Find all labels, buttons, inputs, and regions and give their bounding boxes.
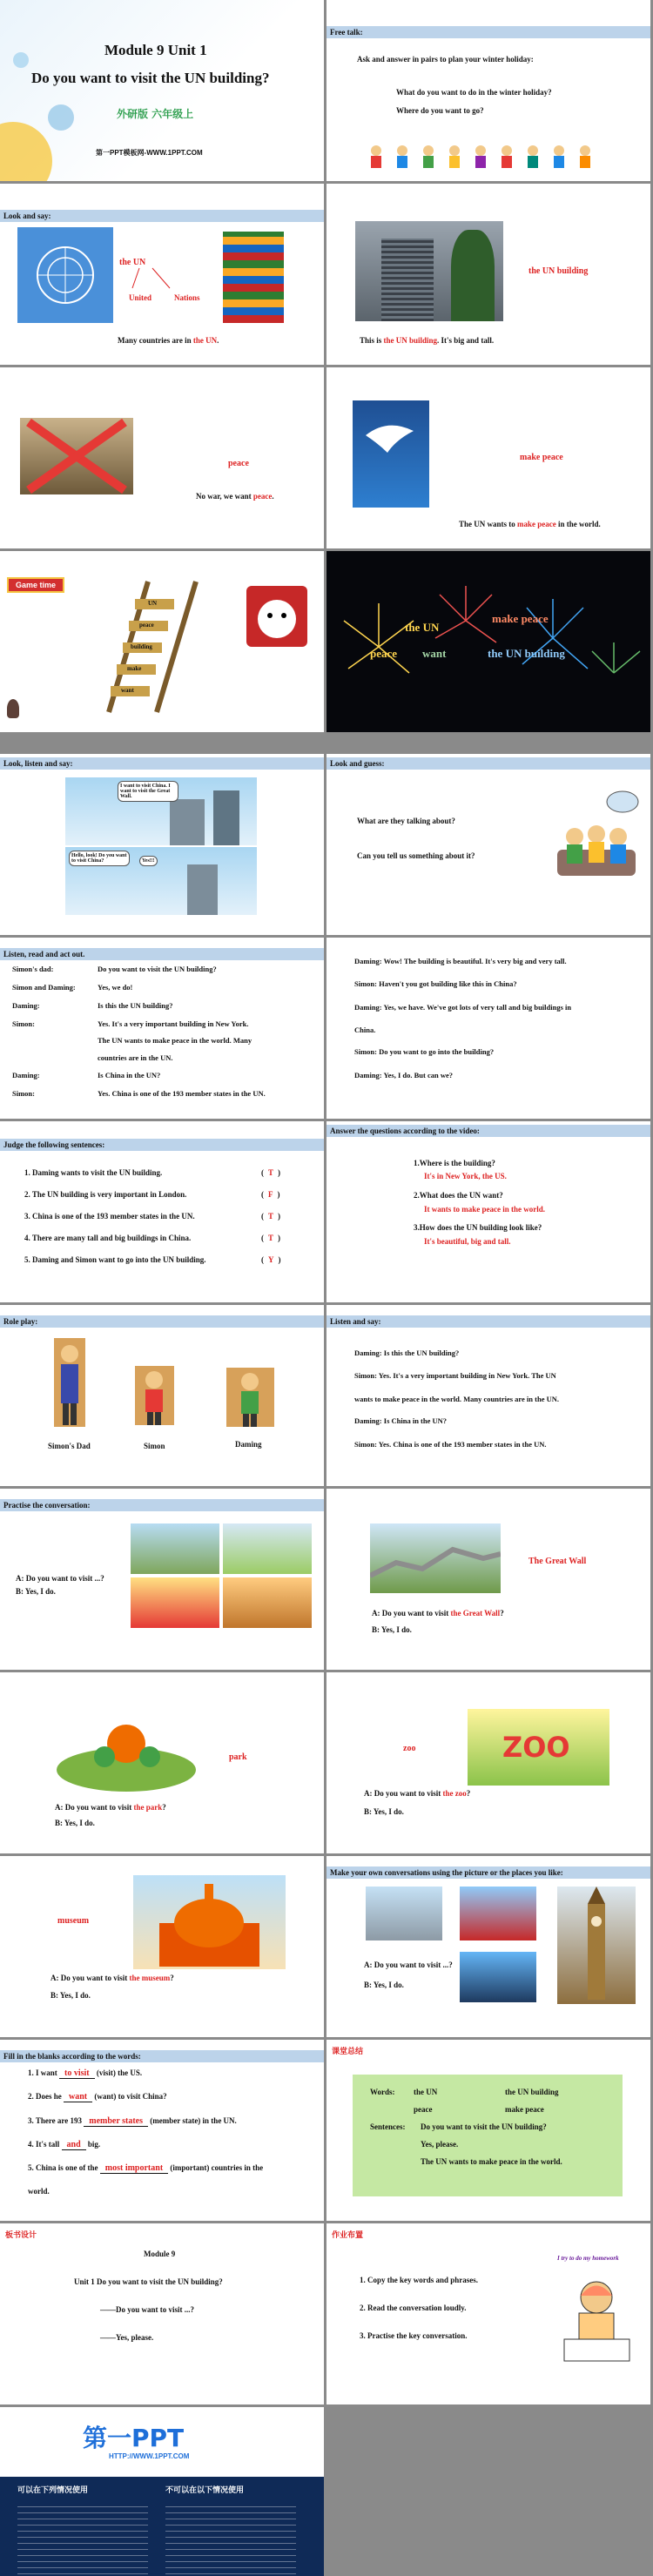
zoo-illustration bbox=[468, 1709, 609, 1786]
slide-13-judge bbox=[0, 1121, 324, 1302]
label-zoo: zoo bbox=[403, 1744, 416, 1753]
simons-dad-illustration bbox=[54, 1338, 85, 1427]
slide-16-listen-say bbox=[326, 1305, 650, 1486]
judge-item: 1. Daming wants to visit the UN building. bbox=[24, 1168, 163, 1177]
instruction: Ask and answer in pairs to plan your winter holiday: bbox=[357, 55, 534, 64]
label-make-peace: make peace bbox=[520, 453, 563, 462]
prompt-a: A: Do you want to visit the museum? bbox=[50, 1974, 174, 1982]
slide-8-fireworks bbox=[326, 551, 650, 732]
section-header: Listen, read and act out. bbox=[0, 948, 324, 960]
prompt-b: B: Yes, I do. bbox=[372, 1625, 412, 1634]
caption: This is the UN building. It's big and tall. bbox=[360, 336, 495, 345]
rung-word: make bbox=[127, 665, 142, 672]
fill-item: 4. It's tall and big. bbox=[28, 2140, 101, 2149]
board-tag: 板书设计 bbox=[5, 2230, 37, 2239]
slide-4-un-building bbox=[326, 184, 650, 365]
homework-item: 2. Read the conversation loudly. bbox=[360, 2304, 467, 2312]
great-wall-photo bbox=[370, 1523, 501, 1593]
daming-illustration bbox=[226, 1368, 274, 1427]
rung-word: building bbox=[131, 643, 152, 650]
speaker: Simon: bbox=[12, 1019, 35, 1028]
homework-tag: 作业布置 bbox=[332, 2230, 364, 2239]
speech-bubble: Yes!!! bbox=[139, 856, 158, 866]
slide-2-free-talk bbox=[326, 0, 650, 181]
fill-item: 2. Does he want (want) to visit China? bbox=[28, 2092, 167, 2102]
slide-18-great-wall bbox=[326, 1489, 650, 1670]
summary-word: peace bbox=[414, 2105, 433, 2114]
peace-poster bbox=[353, 400, 429, 508]
answer: It's in New York, the US. bbox=[424, 1172, 507, 1180]
section-header: Look, listen and say: bbox=[0, 757, 324, 770]
line: Daming: Wow! The building is beautiful. It's very big and very tall. bbox=[354, 957, 567, 965]
slide-21-museum bbox=[0, 1856, 324, 2037]
caption: The UN wants to make peace in the world. bbox=[459, 520, 601, 528]
answer: It's beautiful, big and tall. bbox=[424, 1237, 511, 1246]
svg-text:ZOO: ZOO bbox=[502, 1731, 570, 1764]
question-1: What do you want to do in the winter holiday? bbox=[396, 88, 552, 97]
slide-24-summary bbox=[326, 2040, 650, 2221]
edition-label: 外研版 六年级上 bbox=[117, 108, 194, 120]
sentences-label: Sentences: bbox=[370, 2122, 406, 2131]
character-icon bbox=[7, 699, 19, 718]
judge-mark: ( T ) bbox=[261, 1234, 281, 1242]
slide-5-peace bbox=[0, 367, 324, 548]
section-header: Practise the conversation: bbox=[0, 1499, 324, 1511]
flags-image bbox=[223, 232, 284, 323]
speaker: Simon and Daming: bbox=[12, 983, 76, 992]
judge-item: 5. Daming and Simon want to go into the UN building. bbox=[24, 1255, 206, 1264]
section-header: Listen and say: bbox=[326, 1315, 650, 1328]
prompt-b: B: Yes, I do. bbox=[55, 1819, 95, 1827]
section-header: Free talk: bbox=[326, 26, 650, 38]
museum-illustration bbox=[133, 1875, 286, 1969]
allowed-heading: 可以在下列情况使用 bbox=[17, 2486, 89, 2495]
question: 2.What does the UN want? bbox=[414, 1191, 503, 1200]
not-allowed-heading: 不可以在以下情况使用 bbox=[165, 2486, 245, 2495]
line: Is China in the UN? bbox=[98, 1071, 161, 1079]
slide-7-game-time bbox=[0, 551, 324, 732]
slide-17-practise bbox=[0, 1489, 324, 1670]
summary-sentence: Do you want to visit the UN building? bbox=[421, 2122, 547, 2131]
rung-word: UN bbox=[148, 600, 158, 607]
fill-item: world. bbox=[28, 2187, 50, 2196]
board-line: Module 9 bbox=[144, 2250, 176, 2258]
firework-word: the UN building bbox=[488, 647, 565, 660]
judge-item: 3. China is one of the 193 member states in the UN. bbox=[24, 1212, 195, 1221]
judge-mark: ( T ) bbox=[261, 1212, 281, 1221]
summary-sentence: Yes, please. bbox=[421, 2140, 459, 2149]
line: wants to make peace in the world. Many countries are in the UN. bbox=[354, 1395, 559, 1403]
soldiers-photo bbox=[20, 418, 133, 494]
question-1: What are they talking about? bbox=[357, 817, 455, 825]
speaker: Daming: bbox=[12, 1071, 40, 1079]
summary-panel bbox=[353, 2075, 623, 2196]
cartoon-face bbox=[246, 586, 307, 647]
girl-writing-illustration bbox=[560, 2271, 634, 2367]
slide-10-look-and-guess bbox=[326, 754, 650, 935]
label-un-building: the UN building bbox=[528, 266, 589, 276]
speech-bubble: I want to visit China. I want to visit the Great Wall. bbox=[118, 781, 178, 802]
section-header: Fill in the blanks according to the words: bbox=[0, 2050, 324, 2062]
label-park: park bbox=[229, 1752, 247, 1762]
speaker: Simon's dad: bbox=[12, 965, 54, 973]
label-great-wall: The Great Wall bbox=[528, 1557, 587, 1566]
section-header: Make your own conversations using the picture or the places you like: bbox=[326, 1866, 650, 1879]
judge-mark: ( T ) bbox=[261, 1168, 281, 1177]
question-2: Can you tell us something about it? bbox=[357, 851, 475, 860]
lesson-title: Do you want to visit the UN building? bbox=[31, 70, 270, 86]
speech-bubble: Hello, look! Do you want to visit China? bbox=[69, 851, 130, 866]
section-header: Look and guess: bbox=[326, 757, 650, 770]
firework-word: want bbox=[422, 647, 447, 660]
line: Daming: Is this the UN building? bbox=[354, 1349, 460, 1357]
place-photo bbox=[460, 1952, 536, 2002]
comic-panel-2 bbox=[65, 847, 257, 915]
label-peace: peace bbox=[228, 459, 249, 468]
big-ben-photo bbox=[557, 1887, 636, 2004]
line: Daming: Yes, I do. But can we? bbox=[354, 1071, 454, 1079]
slide-20-zoo bbox=[326, 1672, 650, 1853]
slide-14-answer bbox=[326, 1121, 650, 1302]
question: 1.Where is the building? bbox=[414, 1159, 495, 1167]
game-time-badge: Game time bbox=[7, 577, 64, 593]
line: Daming: Yes, we have. We've got lots of very tall and big buildings in bbox=[354, 1003, 572, 1012]
role-name: Simon bbox=[144, 1442, 165, 1450]
board-line: ——Yes, please. bbox=[100, 2333, 154, 2342]
footer-panel bbox=[0, 2477, 324, 2576]
summary-sentence: The UN wants to make peace in the world. bbox=[421, 2157, 562, 2166]
section-header: Role play: bbox=[0, 1315, 324, 1328]
slide-15-role-play bbox=[0, 1305, 324, 1486]
module-title: Module 9 Unit 1 bbox=[104, 42, 207, 58]
children-illustration bbox=[366, 144, 601, 172]
role-name: Daming bbox=[235, 1440, 262, 1449]
rung-word: want bbox=[121, 687, 134, 694]
summary-tag: 课堂总结 bbox=[332, 2047, 364, 2055]
line: The UN wants to make peace in the world. Many bbox=[98, 1036, 252, 1045]
line: Daming: Is China in the UN? bbox=[354, 1416, 448, 1425]
line: China. bbox=[354, 1026, 376, 1034]
summary-word: the UN bbox=[414, 2088, 438, 2096]
judge-item: 2. The UN building is very important in London. bbox=[24, 1190, 187, 1199]
prompt-b: B: Yes, I do. bbox=[50, 1991, 91, 2000]
speaker: Simon: bbox=[12, 1089, 35, 1098]
slide-1-title bbox=[0, 0, 324, 181]
simon-illustration bbox=[135, 1366, 174, 1425]
caption: No war, we want peace. bbox=[196, 492, 274, 501]
firework-word: peace bbox=[370, 647, 398, 660]
line: countries are in the UN. bbox=[98, 1053, 173, 1062]
slide-3-look-and-say bbox=[0, 184, 324, 365]
firework-word: the UN bbox=[405, 621, 440, 634]
decor-circle bbox=[0, 122, 52, 181]
line: Do you want to visit the UN building? bbox=[98, 965, 217, 973]
judge-item: 4. There are many tall and big buildings in China. bbox=[24, 1234, 192, 1242]
line: Simon: Yes. It's a very important building in New York. The UN bbox=[354, 1371, 556, 1380]
slide-19-park bbox=[0, 1672, 324, 1853]
question-2: Where do you want to go? bbox=[396, 106, 484, 115]
caption: Many countries are in the UN. bbox=[118, 336, 219, 345]
line: Yes, we do! bbox=[98, 983, 133, 992]
slide-27-footer bbox=[0, 2407, 324, 2576]
slide-26-homework bbox=[326, 2223, 650, 2404]
comic-panel-1 bbox=[65, 777, 257, 845]
place-photo bbox=[460, 1887, 536, 1940]
slide-23-fill-blanks bbox=[0, 2040, 324, 2221]
un-emblem-image bbox=[17, 227, 113, 323]
label-nations: Nations bbox=[174, 293, 200, 302]
slide-11-dialogue bbox=[0, 938, 324, 1119]
line: Yes. It's a very important building in New York. bbox=[98, 1019, 249, 1028]
words-label: Words: bbox=[370, 2088, 395, 2096]
ppt-url: HTTP://WWW.1PPT.COM bbox=[109, 2452, 190, 2460]
label-museum: museum bbox=[57, 1916, 90, 1926]
slide-22-own-conversations bbox=[326, 1856, 650, 2037]
slide-12-dialogue bbox=[326, 938, 650, 1119]
answer: It wants to make peace in the world. bbox=[424, 1205, 545, 1214]
line: Is this the UN building? bbox=[98, 1001, 173, 1010]
label-the-un: the UN bbox=[119, 258, 146, 267]
fill-item: 3. There are 193 member states (member state) in the UN. bbox=[28, 2116, 237, 2126]
prompt-a: A: Do you want to visit the Great Wall? bbox=[372, 1609, 504, 1618]
firework-word: make peace bbox=[492, 612, 549, 625]
prompt-a: A: Do you want to visit ...? bbox=[364, 1961, 453, 1969]
site-label: 第一PPT模板网-WWW.1PPT.COM bbox=[96, 149, 203, 157]
rung-word: peace bbox=[139, 622, 154, 629]
speaker: Daming: bbox=[12, 1001, 40, 1010]
prompt-b: B: Yes, I do. bbox=[364, 1807, 404, 1816]
judge-mark: ( F ) bbox=[261, 1190, 280, 1199]
section-header: Look and say: bbox=[0, 210, 324, 222]
decor-circle bbox=[48, 104, 74, 131]
summary-word: make peace bbox=[505, 2105, 544, 2114]
prompt-a: A: Do you want to visit the park? bbox=[55, 1803, 166, 1812]
line: Simon: Do you want to go into the building? bbox=[354, 1047, 495, 1056]
prompt-a: A: Do you want to visit the zoo? bbox=[364, 1789, 471, 1798]
un-building-photo bbox=[355, 221, 503, 321]
summary-word: the UN building bbox=[505, 2088, 559, 2096]
board-line: Unit 1 Do you want to visit the UN building? bbox=[74, 2277, 223, 2286]
slide-25-board-design bbox=[0, 2223, 324, 2404]
fill-item: 1. I want to visit (visit) the US. bbox=[28, 2068, 143, 2078]
fill-item: 5. China is one of the most important (important) countries in the bbox=[28, 2163, 264, 2173]
slide-9-look-listen-say bbox=[0, 754, 324, 935]
question: 3.How does the UN building look like? bbox=[414, 1223, 542, 1232]
fireworks-image bbox=[326, 568, 650, 708]
place-photo bbox=[366, 1887, 442, 1940]
ppt-logo: 第一PPT bbox=[83, 2424, 185, 2452]
line: Yes. China is one of the 193 member states in the UN. bbox=[98, 1089, 266, 1098]
judge-mark: ( Y ) bbox=[261, 1255, 281, 1264]
prompt-b: B: Yes, I do. bbox=[364, 1981, 404, 1989]
section-header: Judge the following sentences: bbox=[0, 1139, 324, 1151]
homework-item: 1. Copy the key words and phrases. bbox=[360, 2276, 479, 2284]
decor-circle bbox=[13, 52, 29, 68]
slide-6-make-peace bbox=[326, 367, 650, 548]
label-united: United bbox=[129, 293, 152, 302]
arrows bbox=[122, 266, 183, 293]
park-illustration bbox=[52, 1709, 200, 1796]
homework-deco-text: I try to do my homework bbox=[557, 2255, 619, 2262]
board-line: ——Do you want to visit ...? bbox=[100, 2305, 195, 2314]
prompt-b: B: Yes, I do. bbox=[16, 1587, 56, 1596]
line: Simon: Yes. China is one of the 193 member states in the UN. bbox=[354, 1440, 547, 1449]
homework-item: 3. Practise the key conversation. bbox=[360, 2331, 468, 2340]
line: Simon: Haven't you got building like this in China? bbox=[354, 979, 517, 988]
prompt-a: A: Do you want to visit ...? bbox=[16, 1574, 104, 1583]
places-grid bbox=[131, 1523, 312, 1628]
kids-on-sofa-illustration bbox=[553, 789, 640, 884]
section-header: Answer the questions according to the video: bbox=[326, 1125, 650, 1137]
role-name: Simon's Dad bbox=[48, 1442, 91, 1450]
